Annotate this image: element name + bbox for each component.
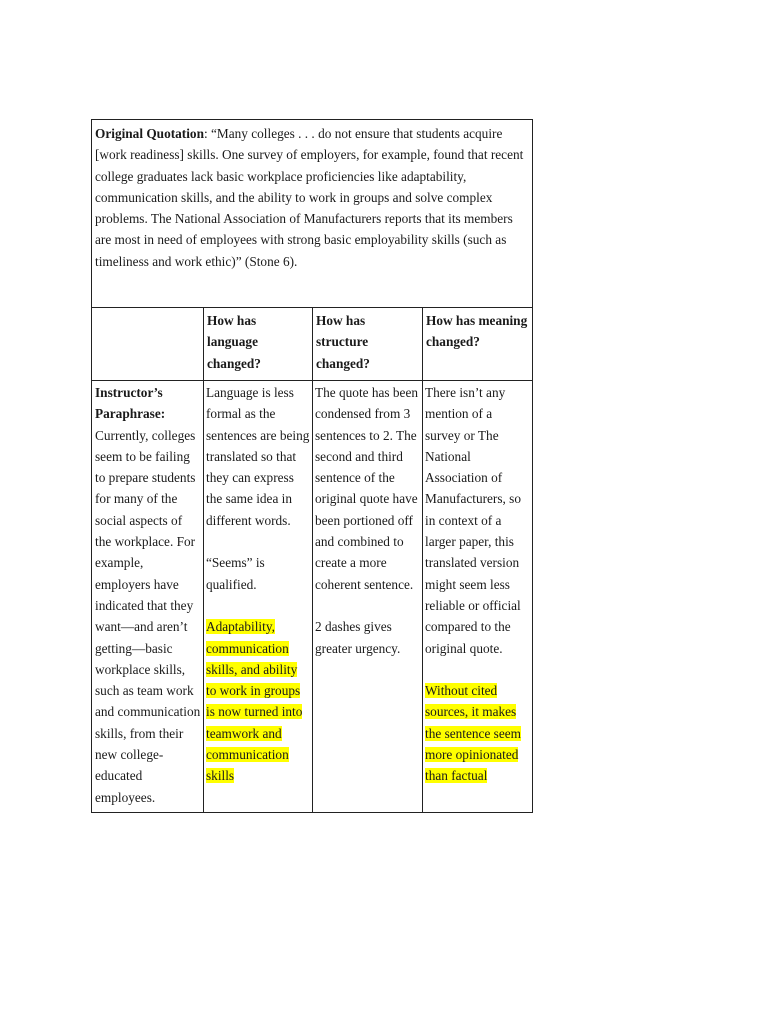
structure-changes-cell [313,381,423,813]
paraphrase-label: Instructor’s Paraphrase: [95,385,166,422]
meaning-note-highlighted: Without cited sources, it makes the sentence seem more opinionated than factual [425,683,521,784]
structure-note-1: The quote has been condensed from 3 sentences to 2. The second and third sentence of the original quote have been portioned off and combined to create a more coherent sentence. [315,385,419,592]
language-note-2: “Seems” is qualified. [206,555,265,592]
paraphrase-text: Currently, colleges seem to be failing to prepare students for many of the social aspects of the workplace. For example, employers have indicated that they want—and aren’t getting—basic workplace skills, such as team work and communication skills, from their new college-educated employees. [95,427,201,805]
header-structure: How has structure changed? [313,308,423,381]
meaning-note-1: There isn’t any mention of a survey or The National Association of Manufacturers, so in context of a larger paper, this translated version might seem less reliable or official compared to the original quote. [425,385,521,656]
header-row [92,308,533,381]
quotation-row [92,120,533,308]
original-quotation-label: Original Quotation [95,126,204,141]
structure-note-2: 2 dashes gives greater urgency. [315,619,401,656]
language-changes-cell [204,381,313,813]
original-quotation-text: : “Many colleges . . . do not ensure that students acquire [work readiness] skills. One survey of employers, for example, found that recent college graduates lack basic workplace proficiencies like adaptability, communication skills, and the ability to work in groups and solve complex problems. The National Association of Manufacturers reports that its members are most in need of employees with strong basic employability skills (such as timeliness and work ethic)” (Stone 6). [95,126,524,269]
instructor-paraphrase-cell [92,381,204,813]
header-empty-cell [92,308,204,381]
language-note-highlighted: Adaptability, communication skills, and ability to work in groups is now turned into teamwork and communication skills [206,619,303,784]
header-meaning: How has meaning changed? [423,308,533,381]
paraphrase-row [92,381,533,813]
original-quotation-cell [92,120,533,308]
language-note-1: Language is less formal as the sentences are being translated so that they can express the same idea in different words. [206,385,310,528]
header-language: How has language changed? [204,308,313,381]
meaning-changes-cell [423,381,533,813]
paraphrase-analysis-table [91,119,533,813]
